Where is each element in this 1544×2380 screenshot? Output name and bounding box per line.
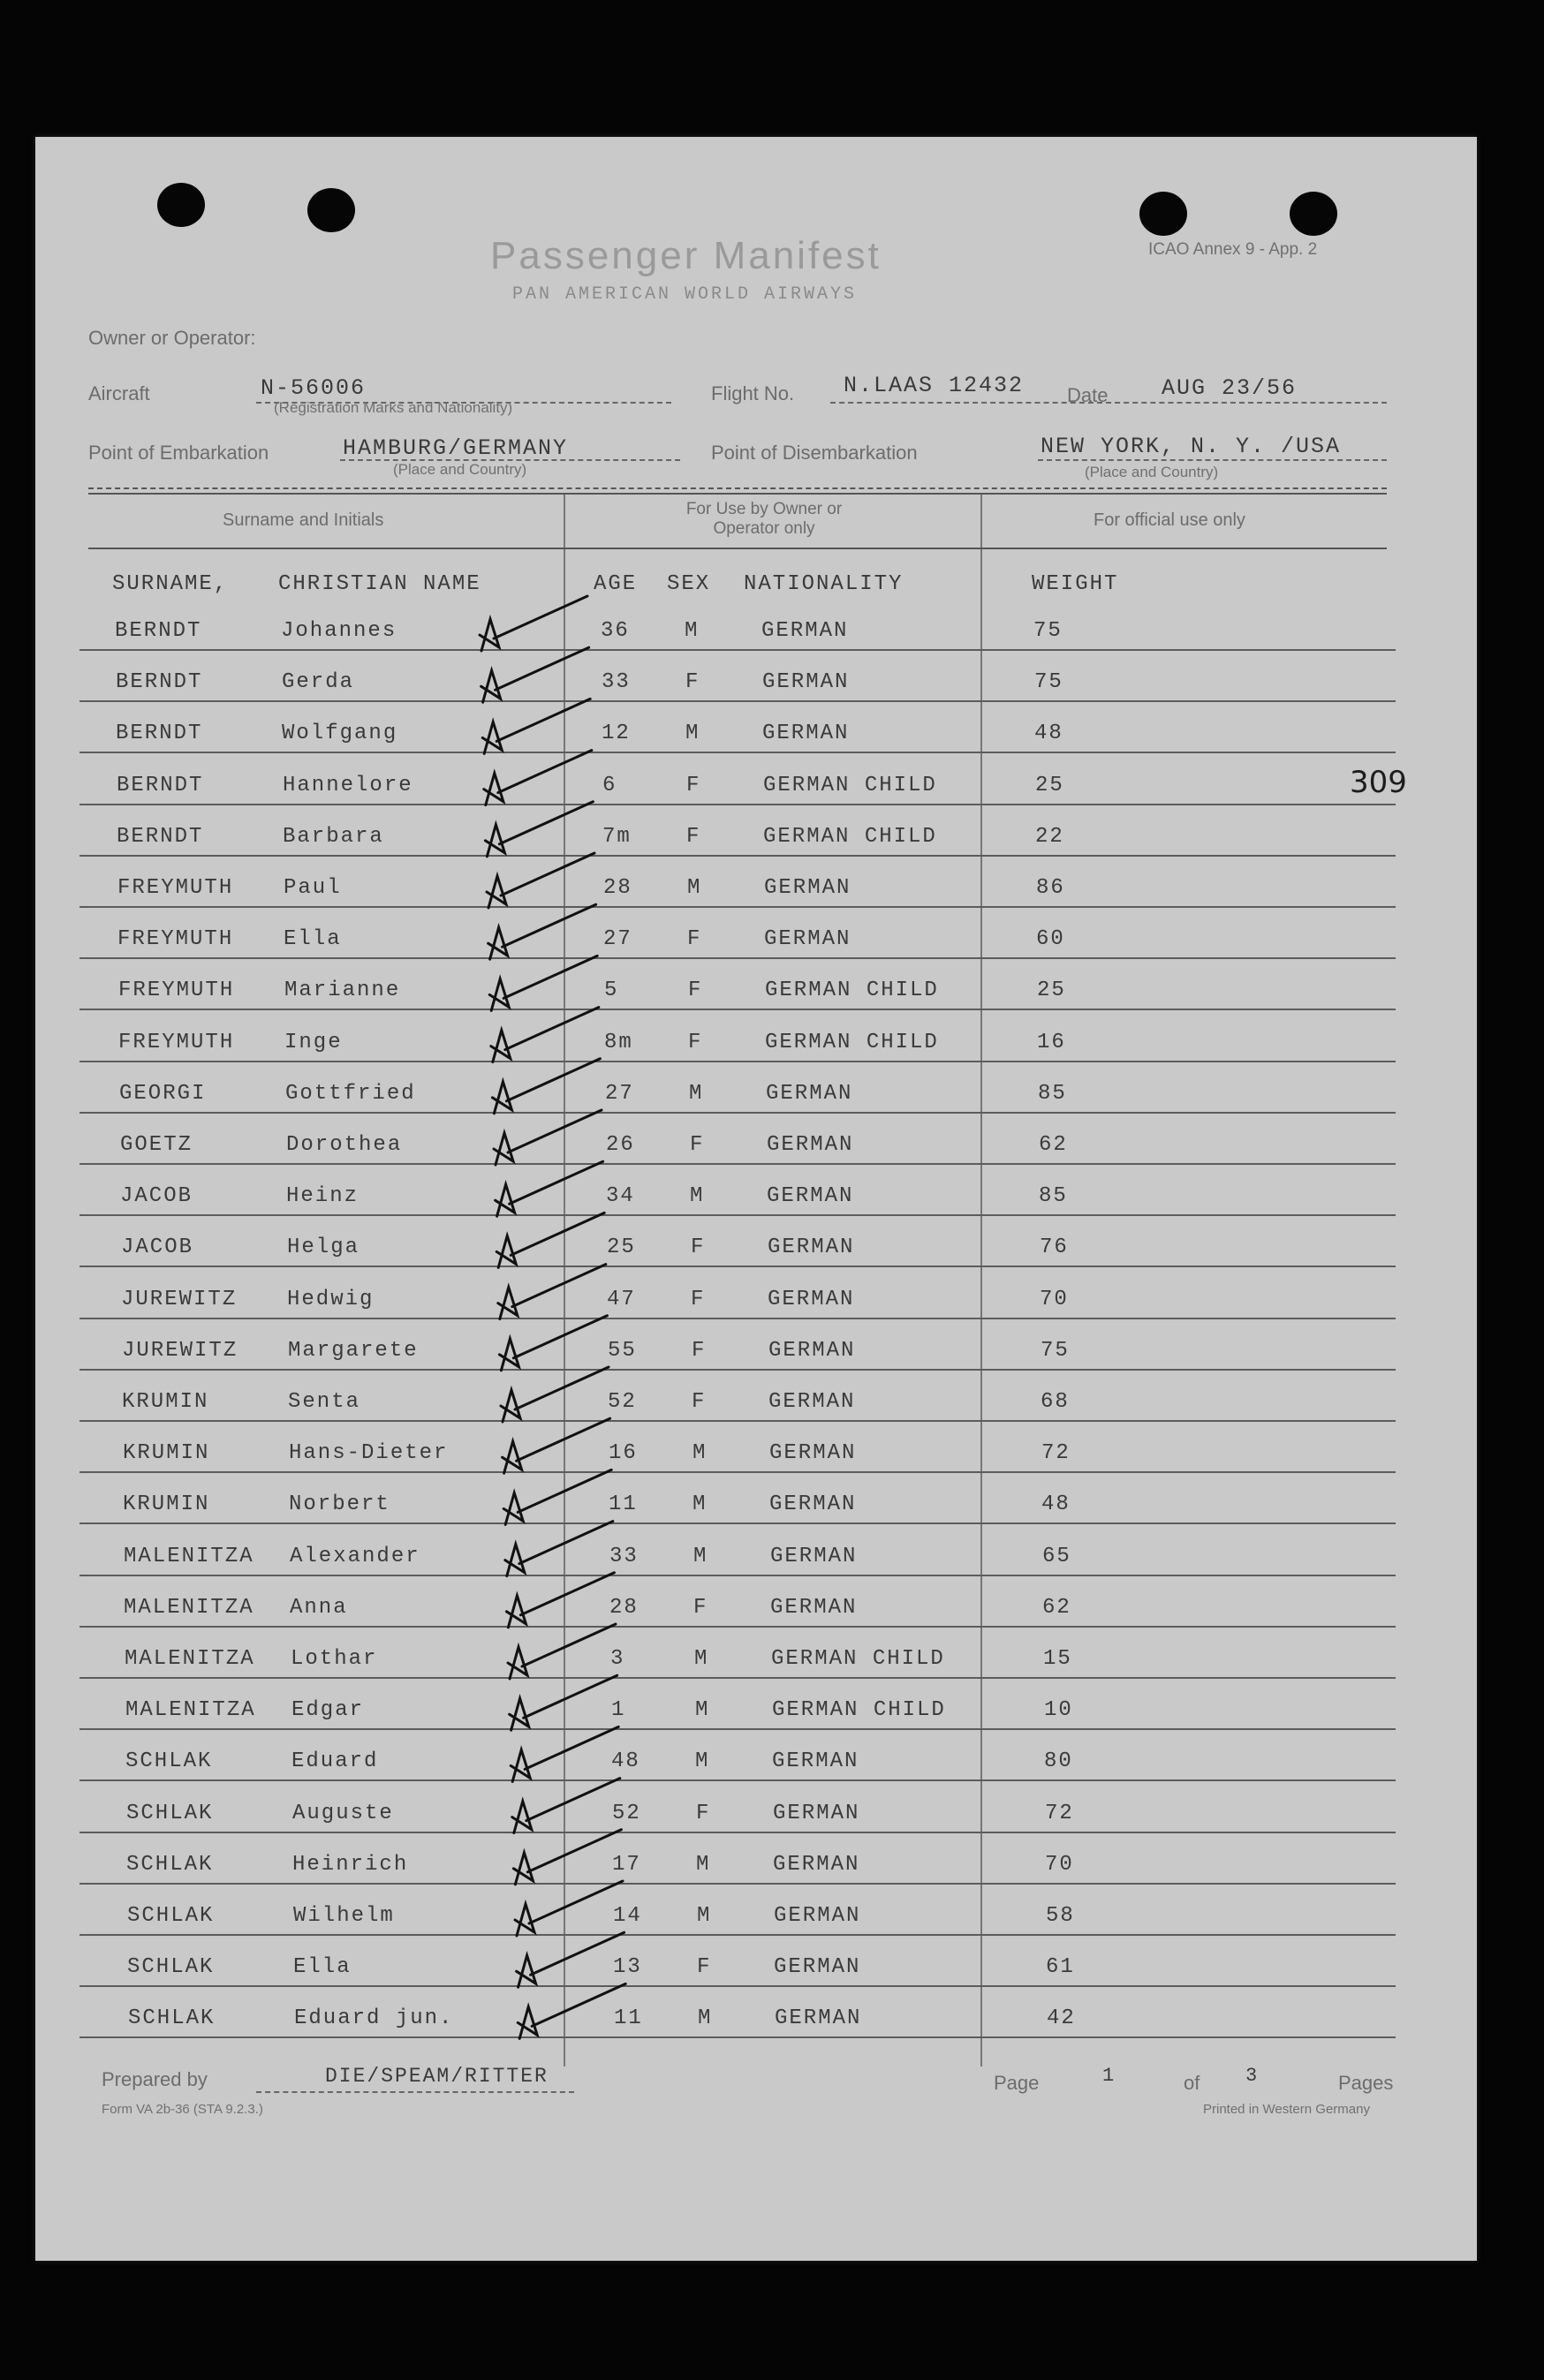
passenger-surname: JACOB <box>121 1235 194 1260</box>
flight-label: Flight No. <box>711 382 795 404</box>
passenger-sex: M <box>693 1544 708 1568</box>
passenger-given: Hedwig <box>287 1287 375 1311</box>
date-label: Date <box>1067 384 1109 406</box>
passenger-surname: FREYMUTH <box>118 978 235 1003</box>
row-rule <box>79 906 1396 908</box>
passenger-age: 8m <box>604 1030 633 1054</box>
row-rule <box>79 1779 1396 1781</box>
aircraft-value: N-56006 <box>261 375 367 401</box>
passenger-weight: 62 <box>1042 1595 1071 1620</box>
passenger-surname: FREYMUTH <box>117 927 234 952</box>
passenger-row <box>0 1539 1442 1589</box>
passenger-row <box>0 922 1442 971</box>
passenger-weight: 75 <box>1034 670 1063 695</box>
passenger-weight: 70 <box>1045 1852 1074 1877</box>
passenger-age: 12 <box>602 722 631 746</box>
passenger-sex: M <box>687 876 702 900</box>
passenger-surname: MALENITZA <box>124 1544 254 1568</box>
passenger-weight: 85 <box>1039 1184 1068 1209</box>
passenger-weight: 16 <box>1037 1030 1066 1054</box>
row-rule <box>79 1163 1396 1165</box>
row-rule <box>79 1985 1396 1987</box>
passenger-given: Edgar <box>291 1698 365 1723</box>
passenger-surname: KRUMIN <box>122 1390 209 1414</box>
disembarkation-value: NEW YORK, N. Y. /USA <box>1041 434 1342 459</box>
passenger-nationality: GERMAN <box>775 2006 862 2031</box>
passenger-surname: BERNDT <box>117 824 204 849</box>
passenger-surname: BERNDT <box>116 670 203 695</box>
passenger-weight: 42 <box>1047 2006 1076 2031</box>
passenger-row <box>0 1179 1442 1228</box>
passenger-weight: 80 <box>1044 1749 1073 1774</box>
prepared-by-value: DIE/SPEAM/RITTER <box>325 2065 549 2088</box>
passenger-surname: SCHLAK <box>126 1852 214 1877</box>
passenger-surname: BERNDT <box>116 722 203 746</box>
passenger-weight: 72 <box>1045 1801 1074 1825</box>
passenger-sex: M <box>695 1698 710 1723</box>
passenger-age: 26 <box>606 1133 635 1157</box>
passenger-nationality: GERMAN CHILD <box>765 978 939 1003</box>
passenger-weight: 62 <box>1039 1133 1068 1157</box>
passenger-weight: 48 <box>1034 722 1063 746</box>
passenger-given: Senta <box>288 1390 361 1414</box>
passenger-row <box>0 1744 1442 1794</box>
passenger-nationality: GERMAN <box>770 1595 858 1620</box>
row-rule <box>79 855 1396 857</box>
passenger-sex: F <box>693 1595 708 1620</box>
passenger-nationality: GERMAN <box>768 1235 855 1260</box>
passenger-given: Gottfried <box>285 1081 416 1106</box>
passenger-surname: BERNDT <box>117 773 204 797</box>
typed-head-surname: SURNAME, <box>112 572 229 596</box>
column-head-owner: For Use by Owner or Operator only <box>685 500 843 538</box>
passenger-age: 3 <box>610 1647 625 1671</box>
passenger-surname: KRUMIN <box>123 1492 210 1517</box>
passenger-nationality: GERMAN <box>764 927 851 952</box>
row-rule <box>79 1369 1396 1371</box>
row-rule <box>79 1420 1396 1422</box>
passenger-sex: F <box>697 1955 712 1980</box>
passenger-age: 14 <box>613 1904 642 1928</box>
passenger-nationality: GERMAN CHILD <box>763 773 937 797</box>
row-rule <box>79 1009 1396 1010</box>
passenger-weight: 25 <box>1035 773 1064 797</box>
prepared-by-label: Prepared by <box>102 2068 208 2090</box>
passenger-sex: F <box>692 1390 707 1414</box>
passenger-row <box>0 1025 1442 1075</box>
passenger-given: Wilhelm <box>293 1904 395 1928</box>
column-head-official: For official use only <box>1094 510 1245 530</box>
passenger-surname: BERNDT <box>115 619 202 643</box>
passenger-age: 13 <box>613 1955 642 1980</box>
passenger-given: Ella <box>284 927 342 952</box>
punch-hole <box>1139 192 1187 236</box>
passenger-age: 47 <box>607 1287 636 1311</box>
passenger-weight: 25 <box>1037 978 1066 1003</box>
passenger-weight: 76 <box>1040 1235 1069 1260</box>
passenger-row <box>0 1334 1442 1383</box>
passenger-age: 28 <box>609 1595 639 1620</box>
passenger-surname: JUREWITZ <box>122 1338 238 1363</box>
passenger-given: Wolfgang <box>282 722 398 746</box>
passenger-row <box>0 1796 1442 1846</box>
typed-head-sex: SEX <box>667 572 711 596</box>
row-rule <box>79 1626 1396 1628</box>
row-rule <box>79 700 1396 702</box>
passenger-nationality: GERMAN CHILD <box>765 1030 939 1054</box>
row-rule <box>79 752 1396 753</box>
row-rule <box>79 1575 1396 1576</box>
airline-line: PAN AMERICAN WORLD AIRWAYS <box>512 284 858 305</box>
passenger-row <box>0 716 1442 766</box>
row-rule <box>79 1266 1396 1267</box>
page-stamp-number: 309 <box>1350 765 1407 800</box>
passenger-nationality: GERMAN <box>766 1081 853 1106</box>
form-title: Passenger Manifest <box>490 234 882 277</box>
passenger-row <box>0 2001 1442 2051</box>
row-rule <box>79 1728 1396 1730</box>
aircraft-note: (Registration Marks and Nationality) <box>274 399 513 416</box>
passenger-given: Paul <box>284 876 342 900</box>
passenger-sex: M <box>693 1492 708 1517</box>
passenger-age: 33 <box>609 1544 639 1568</box>
icao-reference: ICAO Annex 9 - App. 2 <box>1148 240 1318 259</box>
row-rule <box>79 649 1396 651</box>
passenger-nationality: GERMAN <box>769 1441 857 1466</box>
passenger-row <box>0 614 1442 663</box>
passenger-age: 16 <box>609 1441 638 1466</box>
typed-head-age: AGE <box>594 572 638 596</box>
printed-in: Printed in Western Germany <box>1203 2102 1370 2117</box>
passenger-age: 7m <box>602 824 632 849</box>
typed-head-christian: CHRISTIAN NAME <box>278 572 481 596</box>
passenger-row <box>0 1128 1442 1177</box>
passenger-nationality: GERMAN CHILD <box>763 824 937 849</box>
punch-hole <box>157 183 205 227</box>
passenger-surname: MALENITZA <box>125 1647 255 1671</box>
passenger-age: 48 <box>611 1749 640 1774</box>
page-value: 1 <box>1102 2065 1116 2087</box>
passenger-given: Margarete <box>288 1338 419 1363</box>
passenger-given: Heinrich <box>292 1852 409 1877</box>
row-rule <box>79 1522 1396 1524</box>
of-label: of <box>1184 2072 1200 2094</box>
row-rule <box>79 1112 1396 1114</box>
passenger-age: 25 <box>607 1235 636 1260</box>
passenger-surname: JACOB <box>120 1184 193 1209</box>
row-rule <box>79 1318 1396 1319</box>
passenger-row <box>0 1693 1442 1742</box>
passenger-row <box>0 1950 1442 1999</box>
owner-label: Owner or Operator: <box>88 327 256 349</box>
row-rule <box>79 804 1396 805</box>
passenger-row <box>0 1899 1442 1948</box>
passenger-age: 52 <box>608 1390 637 1414</box>
date-value: AUG 23/56 <box>1162 375 1298 401</box>
passenger-nationality: GERMAN <box>774 1955 861 1980</box>
passenger-nationality: GERMAN <box>762 722 850 746</box>
passenger-row <box>0 1436 1442 1485</box>
embarkation-label: Point of Embarkation <box>88 442 269 464</box>
row-rule <box>79 1471 1396 1473</box>
passenger-age: 17 <box>612 1852 641 1877</box>
passenger-age: 52 <box>612 1801 641 1825</box>
passenger-weight: 22 <box>1035 824 1064 849</box>
passenger-weight: 61 <box>1046 1955 1075 1980</box>
passenger-row <box>0 1282 1442 1332</box>
passenger-nationality: GERMAN <box>768 1338 856 1363</box>
passenger-row <box>0 1230 1442 1280</box>
passenger-sex: M <box>697 1904 712 1928</box>
passenger-age: 27 <box>603 927 632 952</box>
passenger-weight: 58 <box>1046 1904 1075 1928</box>
passenger-weight: 15 <box>1043 1647 1072 1671</box>
passenger-surname: GEORGI <box>119 1081 207 1106</box>
passenger-sex: F <box>696 1801 711 1825</box>
passenger-row <box>0 768 1442 818</box>
passenger-age: 6 <box>602 773 617 797</box>
embarkation-note: (Place and Country) <box>393 461 527 478</box>
passenger-sex: M <box>689 1081 704 1106</box>
passenger-row <box>0 1590 1442 1640</box>
passenger-given: Anna <box>290 1595 348 1620</box>
passenger-given: Eduard <box>291 1749 379 1774</box>
passenger-age: 11 <box>609 1492 638 1517</box>
passenger-weight: 60 <box>1036 927 1065 952</box>
row-rule <box>79 1677 1396 1679</box>
passenger-sex: F <box>688 978 703 1003</box>
passenger-given: Marianne <box>284 978 401 1003</box>
passenger-given: Hannelore <box>283 773 413 797</box>
passenger-given: Lothar <box>291 1647 378 1671</box>
flight-value: N.LAAS 12432 <box>844 373 1025 398</box>
passenger-nationality: GERMAN <box>774 1904 861 1928</box>
passenger-given: Ella <box>293 1955 352 1980</box>
passenger-sex: F <box>686 773 701 797</box>
passenger-row <box>0 1077 1442 1126</box>
passenger-nationality: GERMAN <box>762 670 850 695</box>
passenger-given: Helga <box>287 1235 360 1260</box>
passenger-surname: SCHLAK <box>127 1955 215 1980</box>
passenger-nationality: GERMAN <box>761 619 849 643</box>
passenger-given: Dorothea <box>286 1133 403 1157</box>
passenger-given: Gerda <box>282 670 355 695</box>
page-label: Page <box>994 2072 1040 2094</box>
passenger-sex: M <box>696 1852 711 1877</box>
typed-head-weight: WEIGHT <box>1032 572 1119 596</box>
passenger-age: 34 <box>606 1184 635 1209</box>
passenger-weight: 65 <box>1042 1544 1071 1568</box>
row-rule <box>79 957 1396 959</box>
passenger-weight: 70 <box>1040 1287 1069 1311</box>
row-rule <box>79 1883 1396 1885</box>
passenger-age: 55 <box>608 1338 637 1363</box>
passenger-nationality: GERMAN <box>768 1390 856 1414</box>
passenger-surname: GOETZ <box>120 1133 193 1157</box>
passenger-nationality: GERMAN CHILD <box>772 1698 946 1723</box>
passenger-row <box>0 871 1442 920</box>
form-number: Form VA 2b-36 (STA 9.2.3.) <box>102 2102 263 2117</box>
passenger-row <box>0 665 1442 714</box>
passenger-nationality: GERMAN <box>764 876 851 900</box>
passenger-age: 1 <box>611 1698 626 1723</box>
passenger-sex: F <box>691 1235 706 1260</box>
passenger-surname: FREYMUTH <box>117 876 234 900</box>
passenger-age: 33 <box>602 670 631 695</box>
passenger-sex: M <box>698 2006 713 2031</box>
passenger-weight: 10 <box>1044 1698 1073 1723</box>
passenger-nationality: GERMAN <box>772 1749 859 1774</box>
typed-head-nationality: NATIONALITY <box>744 572 904 596</box>
passenger-weight: 86 <box>1036 876 1065 900</box>
passenger-given: Barbara <box>283 824 384 849</box>
pages-label: Pages <box>1338 2072 1394 2094</box>
passenger-row <box>0 1847 1442 1897</box>
row-rule <box>79 2036 1396 2038</box>
passenger-surname: MALENITZA <box>125 1698 256 1723</box>
passenger-given: Hans-Dieter <box>289 1441 449 1466</box>
passenger-nationality: GERMAN <box>770 1544 858 1568</box>
passenger-sex: F <box>686 824 701 849</box>
passenger-sex: F <box>685 670 700 695</box>
passenger-given: Eduard jun. <box>294 2006 454 2031</box>
punch-hole <box>1290 192 1337 236</box>
passenger-given: Inge <box>284 1030 343 1054</box>
passenger-surname: MALENITZA <box>124 1595 254 1620</box>
passenger-sex: M <box>694 1647 709 1671</box>
passenger-given: Norbert <box>289 1492 390 1517</box>
passenger-surname: SCHLAK <box>128 2006 216 2031</box>
passenger-nationality: GERMAN <box>773 1801 860 1825</box>
row-rule <box>79 1832 1396 1833</box>
passenger-surname: JUREWITZ <box>121 1287 238 1311</box>
passenger-age: 11 <box>614 2006 643 2031</box>
passenger-sex: F <box>692 1338 707 1363</box>
passenger-sex: M <box>690 1184 705 1209</box>
passenger-given: Auguste <box>292 1801 394 1825</box>
passenger-given: Alexander <box>290 1544 420 1568</box>
passenger-given: Heinz <box>286 1184 360 1209</box>
disembarkation-note: (Place and Country) <box>1085 464 1219 480</box>
passenger-age: 28 <box>603 876 632 900</box>
passenger-row <box>0 1385 1442 1434</box>
passenger-row <box>0 1642 1442 1691</box>
passenger-nationality: GERMAN <box>767 1184 854 1209</box>
punch-hole <box>307 188 355 232</box>
passenger-sex: F <box>690 1133 705 1157</box>
passenger-given: Johannes <box>281 619 397 643</box>
passenger-sex: M <box>685 722 700 746</box>
aircraft-label: Aircraft <box>88 382 150 404</box>
passenger-surname: SCHLAK <box>127 1904 215 1928</box>
passenger-row <box>0 973 1442 1023</box>
passenger-nationality: GERMAN CHILD <box>771 1647 945 1671</box>
row-rule <box>79 1061 1396 1062</box>
passenger-weight: 72 <box>1041 1441 1071 1466</box>
passenger-weight: 75 <box>1041 1338 1070 1363</box>
passenger-sex: F <box>691 1287 706 1311</box>
passenger-nationality: GERMAN <box>767 1133 854 1157</box>
passenger-sex: M <box>693 1441 708 1466</box>
passenger-weight: 68 <box>1041 1390 1070 1414</box>
passenger-row <box>0 820 1442 869</box>
passenger-surname: KRUMIN <box>123 1441 210 1466</box>
of-value: 3 <box>1245 2065 1260 2087</box>
passenger-sex: F <box>687 927 702 952</box>
passenger-weight: 48 <box>1041 1492 1071 1517</box>
embarkation-value: HAMBURG/GERMANY <box>343 435 569 461</box>
passenger-sex: F <box>688 1030 703 1054</box>
passenger-surname: FREYMUTH <box>118 1030 235 1054</box>
passenger-surname: SCHLAK <box>125 1749 213 1774</box>
row-rule <box>79 1214 1396 1216</box>
column-head-names: Surname and Initials <box>223 510 384 530</box>
passenger-nationality: GERMAN <box>769 1492 857 1517</box>
row-rule <box>79 1934 1396 1936</box>
passenger-age: 36 <box>601 619 630 643</box>
passenger-weight: 75 <box>1033 619 1063 643</box>
passenger-surname: SCHLAK <box>126 1801 214 1825</box>
passenger-weight: 85 <box>1038 1081 1067 1106</box>
passenger-age: 5 <box>604 978 619 1003</box>
passenger-nationality: GERMAN <box>773 1852 860 1877</box>
passenger-sex: M <box>685 619 700 643</box>
disembarkation-label: Point of Disembarkation <box>711 442 918 464</box>
passenger-nationality: GERMAN <box>768 1287 855 1311</box>
passenger-age: 27 <box>605 1081 634 1106</box>
passenger-sex: M <box>695 1749 710 1774</box>
passenger-row <box>0 1487 1442 1537</box>
